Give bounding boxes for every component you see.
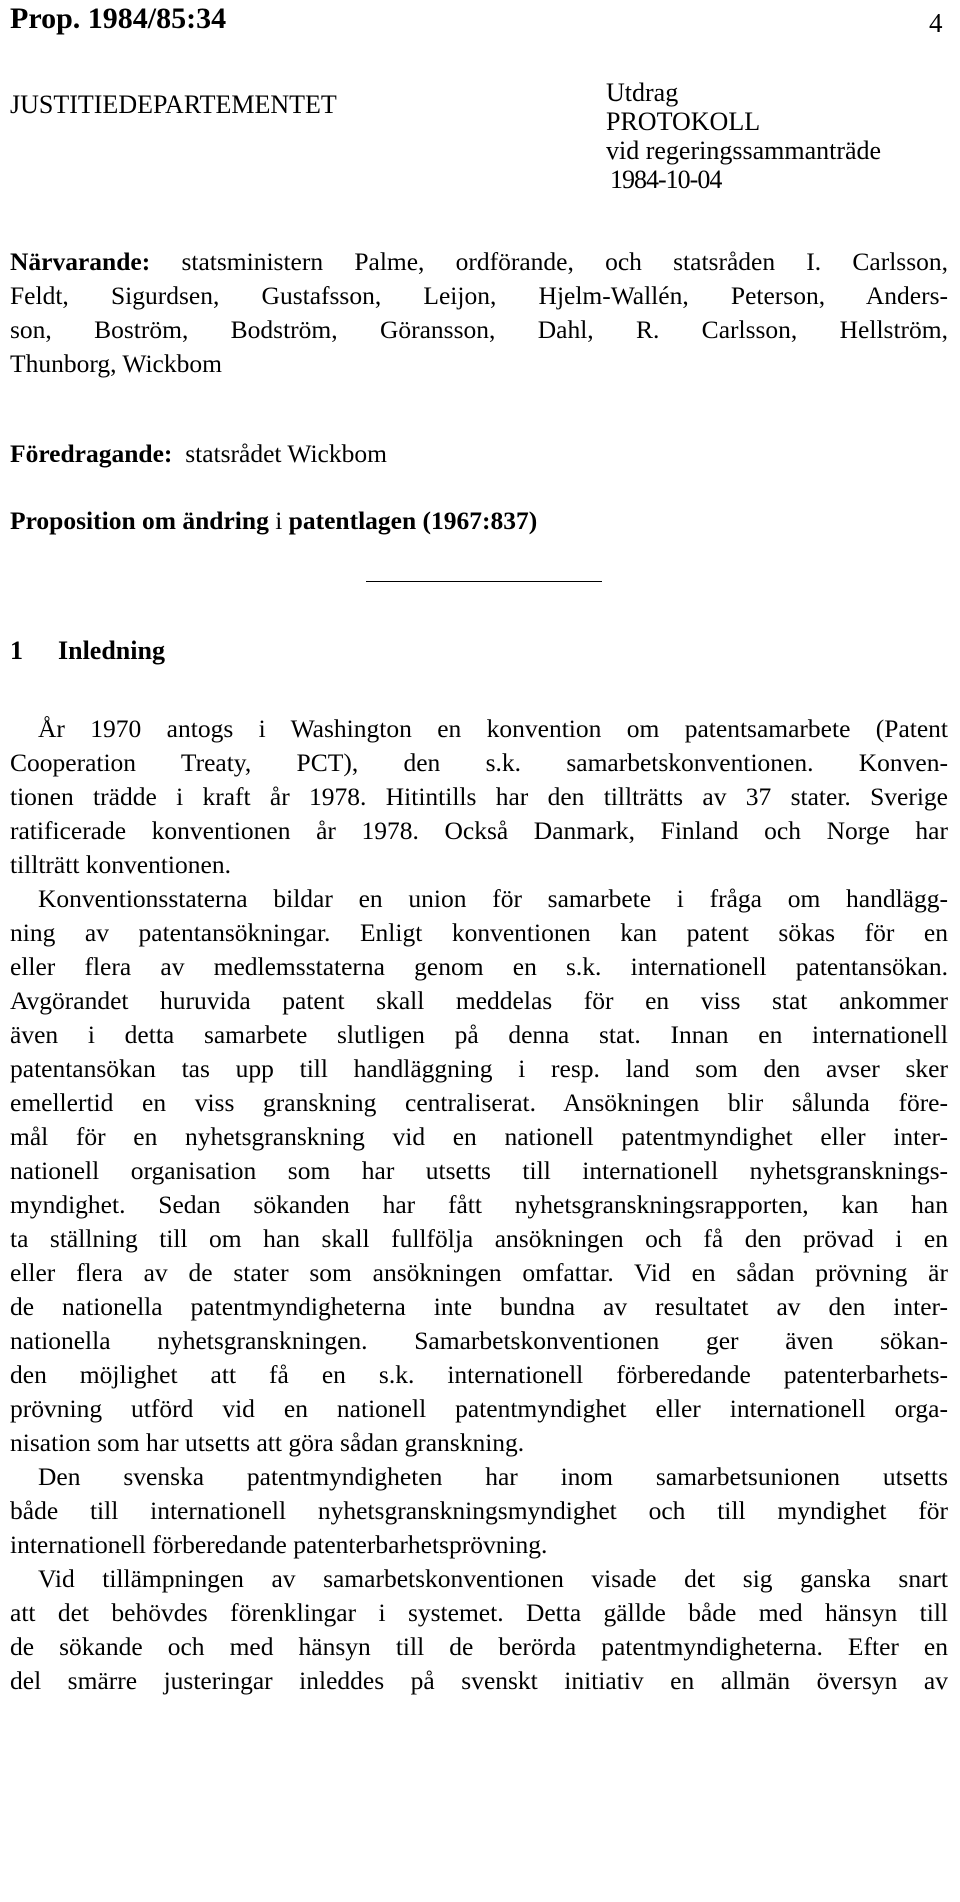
- protocol-title: PROTOKOLL: [606, 107, 761, 136]
- rapporteur-label: Föredragande:: [10, 439, 173, 468]
- text-line: Konventionsstaterna bildar en union för samarbete i fråga om handlägg-: [38, 884, 948, 913]
- attendance-label: Närvarande:: [10, 247, 151, 276]
- protocol-meeting: vid regeringssammanträde: [606, 136, 882, 165]
- text-line: internationell förberedande patenterbarhetsprövning.: [10, 1530, 548, 1559]
- text-line: ratificerade konventionen år 1978. Också Danmark, Finland och Norge har: [10, 816, 948, 845]
- text-line: tionen trädde i kraft år 1978. Hitintills har den tillträtts av 37 stater. Sverige: [10, 782, 948, 811]
- proposition-title-part: patentlagen (1967:837): [288, 506, 538, 535]
- text-line: nationella nyhetsgranskningen. Samarbetskonventionen ger även sökan-: [10, 1326, 948, 1355]
- section-heading: [10, 636, 165, 666]
- proposition-reference: Prop. 1984/85:34: [10, 2, 227, 35]
- rapporteur-name: statsrådet Wickbom: [185, 439, 387, 468]
- proposition-title: [10, 506, 537, 536]
- department-name: JUSTITIEDEPARTEMENTET: [10, 90, 337, 119]
- text-line: eller flera av medlemsstaterna genom en s.k. internationell patentansökan.: [10, 952, 948, 981]
- text-line: del smärre justeringar inleddes på svenskt initiativ en allmän översyn av: [10, 1666, 948, 1695]
- protocol-date: 1984-10-04: [610, 165, 722, 194]
- text-line: ning av patentansökningar. Enligt konventionen kan patent sökas för en: [10, 918, 948, 947]
- attendance-block: [10, 245, 948, 381]
- text-line: eller flera av de stater som ansökningen omfattar. Vid en sådan prövning är: [10, 1258, 948, 1287]
- paragraph: [10, 1562, 948, 1698]
- attendance-line: statsministern Palme, ordförande, och statsråden I. Carlsson,: [150, 247, 948, 276]
- text-line: nationell organisation som har utsetts till internationell nyhetsgransknings-: [10, 1156, 948, 1185]
- text-line: År 1970 antogs i Washington en konvention om patentsamarbete (Patent: [38, 714, 948, 743]
- section-title: Inledning: [58, 636, 165, 665]
- text-line: att det behövdes förenklingar i systemet. Detta gällde både med hänsyn till: [10, 1598, 948, 1627]
- section-divider: [366, 581, 602, 582]
- text-line: nisation som har utsetts att göra sådan granskning.: [10, 1428, 525, 1457]
- text-line: Avgörandet huruvida patent skall meddelas för en viss stat ankommer: [10, 986, 948, 1015]
- text-line: den möjlighet att få en s.k. internationell förberedande patenterbarhets-: [10, 1360, 948, 1389]
- text-line: Vid tillämpningen av samarbetskonventionen visade det sig ganska snart: [38, 1564, 948, 1593]
- text-line: ta ställning till om han skall fullfölja ansökningen och få den prövad i en: [10, 1224, 948, 1253]
- rapporteur-line: [10, 439, 387, 469]
- text-line: de sökande och med hänsyn till de berörda patentmyndigheterna. Efter en: [10, 1632, 948, 1661]
- text-line: Den svenska patentmyndigheten har inom samarbetsunionen utsetts: [38, 1462, 948, 1491]
- page-number: 4: [929, 8, 943, 38]
- text-line: emellertid en viss granskning centraliserat. Ansökningen blir sålunda före-: [10, 1088, 948, 1117]
- protocol-excerpt-label: Utdrag: [606, 78, 679, 107]
- attendance-line: Feldt, Sigurdsen, Gustafsson, Leijon, Hjelm-Wallén, Peterson, Anders-: [10, 281, 948, 310]
- text-line: myndighet. Sedan sökanden har fått nyhetsgranskningsrapporten, kan han: [10, 1190, 948, 1219]
- paragraph: [10, 882, 948, 1460]
- text-line: både till internationell nyhetsgranskningsmyndighet och till myndighet för: [10, 1496, 948, 1525]
- paragraph: [10, 1460, 948, 1562]
- attendance-line: Thunborg, Wickbom: [10, 349, 222, 378]
- text-line: patentansökan tas upp till handläggning i resp. land som den avser sker: [10, 1054, 948, 1083]
- text-line: de nationella patentmyndigheterna inte bundna av resultatet av den inter-: [10, 1292, 948, 1321]
- text-line: även i detta samarbete slutligen på denna stat. Innan en internationell: [10, 1020, 948, 1049]
- proposition-title-part: Proposition om ändring: [10, 506, 269, 535]
- section-number: 1: [10, 636, 23, 665]
- text-line: mål för en nyhetsgranskning vid en nationell patentmyndighet eller inter-: [10, 1122, 948, 1151]
- protocol-block: [606, 78, 881, 194]
- attendance-line: son, Boström, Bodström, Göransson, Dahl, R. Carlsson, Hellström,: [10, 315, 948, 344]
- proposition-title-part: i: [268, 506, 289, 535]
- text-line: tillträtt konventionen.: [10, 850, 231, 879]
- body-text: [10, 712, 948, 1698]
- paragraph: [10, 712, 948, 882]
- text-line: Cooperation Treaty, PCT), den s.k. samarbetskonventionen. Konven-: [10, 748, 948, 777]
- text-line: prövning utförd vid en nationell patentmyndighet eller internationell orga-: [10, 1394, 948, 1423]
